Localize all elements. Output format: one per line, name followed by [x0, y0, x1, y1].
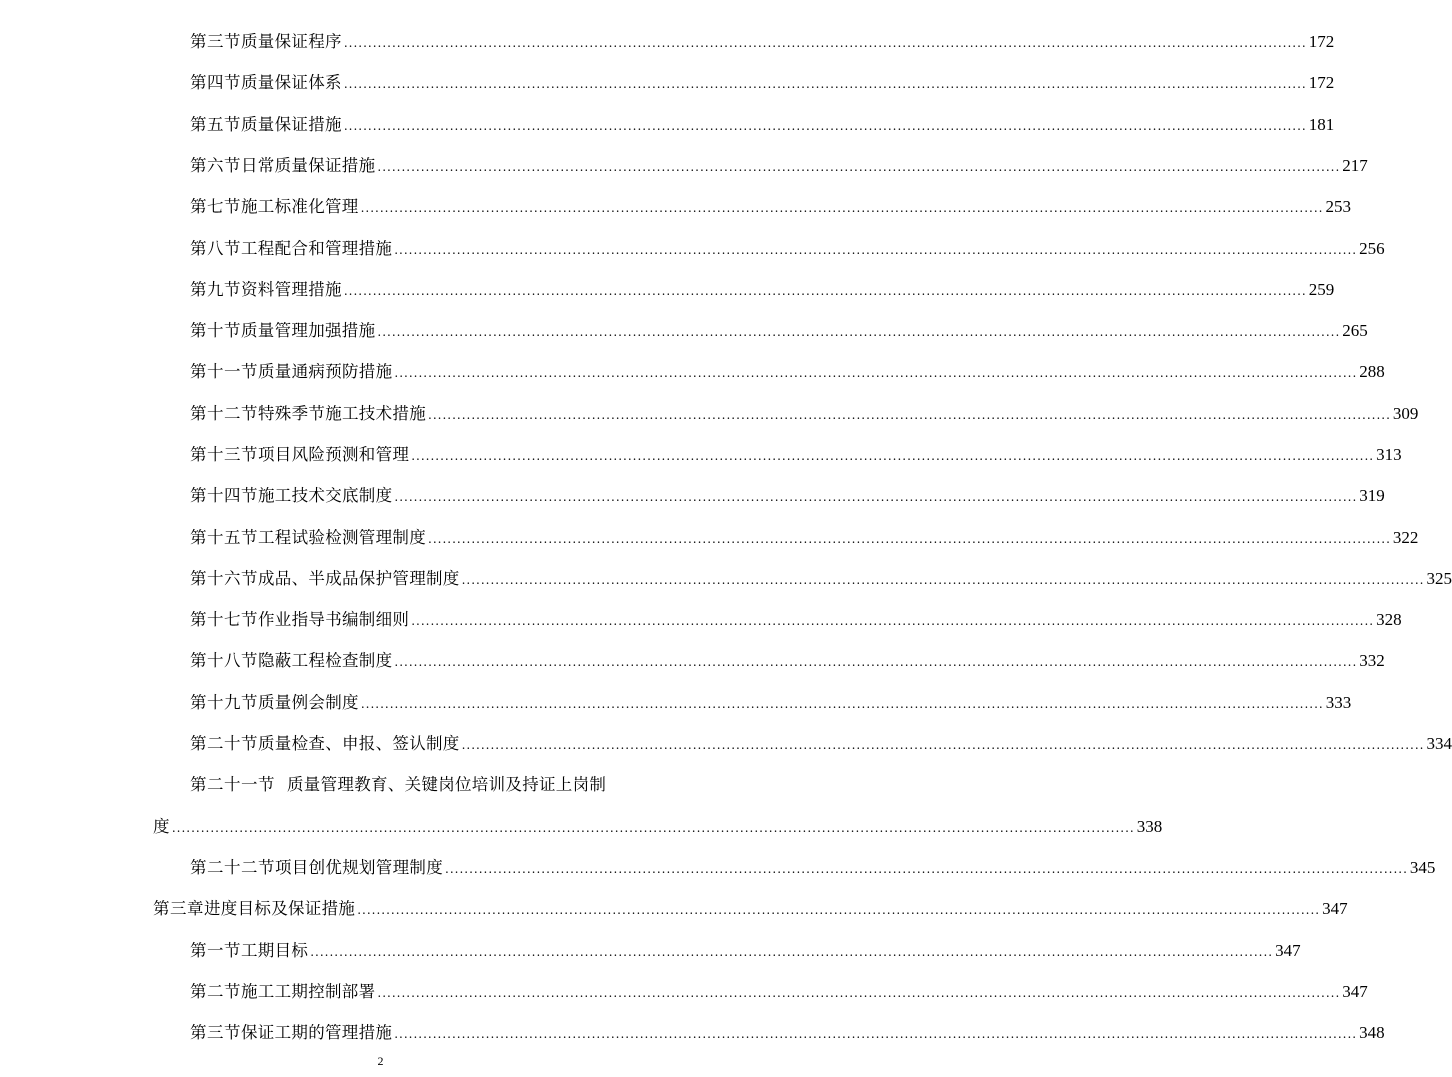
toc-title: 质量管理教育、关键岗位培训及持证上岗制 — [287, 775, 607, 794]
dot-leader: ........................................................................................................................................................................................................ — [343, 284, 1307, 298]
dot-leader: ........................................................................................................................................................................................................ — [394, 1027, 1358, 1041]
toc-entry[interactable] — [190, 402, 1419, 426]
toc-page-number: 259 — [1308, 280, 1335, 299]
toc-section-number: 第二十节 — [190, 734, 258, 753]
toc-section-number: 第五节 — [190, 115, 241, 134]
toc-entry[interactable] — [190, 154, 1368, 178]
toc-entry[interactable] — [190, 360, 1385, 384]
toc-entry[interactable] — [190, 71, 1335, 95]
toc-section-number: 第一节 — [190, 941, 241, 960]
toc-entry[interactable] — [153, 897, 1348, 921]
toc-title: 质量检查、申报、签认制度 — [258, 734, 460, 753]
toc-page-number: 172 — [1308, 32, 1335, 51]
toc-page-number: 333 — [1325, 693, 1352, 712]
toc-section-number: 第九节 — [190, 280, 241, 299]
toc-section-number: 第二十二节 — [190, 858, 275, 877]
toc-page-number: 181 — [1308, 115, 1335, 134]
toc-section-number: 第十八节 — [190, 651, 258, 670]
toc-title: 日常质量保证措施 — [241, 156, 376, 175]
dot-leader: ........................................................................................................................................................................................................ — [357, 903, 1321, 917]
toc-title: 度 — [153, 817, 170, 836]
dot-leader: ........................................................................................................................................................................................................ — [394, 490, 1358, 504]
dot-leader: ........................................................................................................................................................................................................ — [394, 366, 1358, 380]
toc-entry[interactable] — [190, 30, 1335, 54]
toc-section-number: 第十五节 — [190, 528, 258, 547]
toc-section-number: 第四节 — [190, 73, 241, 92]
toc-section-number: 第十一节 — [190, 362, 258, 381]
toc-entry[interactable] — [190, 319, 1368, 343]
toc-title: 项目创优规划管理制度 — [275, 858, 443, 877]
toc-title: 特殊季节施工技术措施 — [258, 404, 426, 423]
toc-page-number: 334 — [1426, 734, 1452, 753]
toc-entry[interactable] — [190, 567, 1452, 591]
toc-title: 资料管理措施 — [241, 280, 342, 299]
dot-leader: ........................................................................................................................................................................................................ — [428, 532, 1391, 546]
dot-leader: ........................................................................................................................................................................................................ — [394, 655, 1358, 669]
toc-page-number: 217 — [1342, 156, 1368, 175]
toc-page-number: 328 — [1376, 610, 1402, 629]
toc-page-number: 265 — [1342, 321, 1368, 340]
toc-section-number: 第八节 — [190, 239, 241, 258]
toc-page-number: 256 — [1359, 239, 1385, 258]
dot-leader: ........................................................................................................................................................................................................ — [377, 325, 1341, 339]
toc-page-number: 309 — [1392, 404, 1419, 423]
toc-title: 质量保证体系 — [241, 73, 342, 92]
toc-section-number: 第十四节 — [190, 486, 258, 505]
toc-entry[interactable] — [190, 856, 1436, 880]
toc-section-number: 第二节 — [190, 982, 241, 1001]
toc-entry[interactable] — [190, 278, 1335, 302]
toc-title: 质量保证程序 — [241, 32, 342, 51]
dot-leader: ........................................................................................................................................................................................................ — [411, 614, 1375, 628]
toc-entry[interactable] — [153, 815, 1163, 839]
toc-entry[interactable] — [190, 1021, 1385, 1045]
toc-section-number: 第十三节 — [190, 445, 258, 464]
toc-entry[interactable] — [190, 732, 1452, 756]
toc-page-number: 322 — [1392, 528, 1419, 547]
toc-title: 保证工期的管理措施 — [241, 1023, 393, 1042]
toc-page-number: 319 — [1359, 486, 1385, 505]
dot-leader: ........................................................................................................................................................................................................ — [445, 862, 1408, 876]
toc-page-number: 253 — [1325, 197, 1351, 216]
toc-entry[interactable] — [190, 526, 1419, 550]
toc-section-number: 第六节 — [190, 156, 241, 175]
toc-title: 施工工期控制部署 — [241, 982, 376, 1001]
toc-title: 工程配合和管理措施 — [241, 239, 393, 258]
toc-entry[interactable] — [190, 237, 1385, 261]
dot-leader: ........................................................................................................................................................................................................ — [377, 986, 1341, 1000]
toc-entry[interactable] — [190, 195, 1351, 219]
toc-section-number: 第三节 — [190, 32, 241, 51]
toc-section-number: 第三节 — [190, 1023, 241, 1042]
toc-entry[interactable] — [190, 773, 606, 797]
toc-entry[interactable] — [190, 649, 1385, 673]
toc-page-number: 338 — [1136, 817, 1163, 836]
toc-title: 质量例会制度 — [258, 693, 359, 712]
toc-section-number: 第十节 — [190, 321, 241, 340]
toc-section-number: 第七节 — [190, 197, 241, 216]
dot-leader: ........................................................................................................................................................................................................ — [360, 697, 1324, 711]
toc-title: 工期目标 — [241, 941, 309, 960]
toc-entry[interactable] — [190, 443, 1402, 467]
toc-title: 质量通病预防措施 — [258, 362, 393, 381]
toc-page-number: 288 — [1359, 362, 1385, 381]
toc-section-number: 第三章 — [153, 899, 204, 918]
toc-title: 隐蔽工程检查制度 — [258, 651, 393, 670]
dot-leader: ........................................................................................................................................................................................................ — [461, 738, 1425, 752]
toc-section-number: 第十七节 — [190, 610, 258, 629]
toc-title: 作业指导书编制细则 — [258, 610, 410, 629]
toc-title: 成品、半成品保护管理制度 — [258, 569, 460, 588]
toc-title: 项目风险预测和管理 — [258, 445, 410, 464]
toc-page-number: 347 — [1342, 982, 1368, 1001]
dot-leader: ........................................................................................................................................................................................................ — [343, 77, 1307, 91]
toc-entry[interactable] — [190, 939, 1301, 963]
toc-page-number: 347 — [1322, 899, 1348, 918]
dot-leader: ........................................................................................................................................................................................................ — [377, 160, 1341, 174]
toc-page-number: 172 — [1308, 73, 1335, 92]
dot-leader: ........................................................................................................................................................................................................ — [461, 573, 1425, 587]
toc-title: 施工标准化管理 — [241, 197, 359, 216]
toc-page-number: 347 — [1275, 941, 1301, 960]
toc-page-number: 325 — [1426, 569, 1452, 588]
dot-leader: ........................................................................................................................................................................................................ — [343, 119, 1307, 133]
toc-page-number: 313 — [1376, 445, 1402, 464]
toc-entry[interactable] — [190, 608, 1402, 632]
dot-leader: ........................................................................................................................................................................................................ — [428, 408, 1391, 422]
dot-leader: ........................................................................................................................................................................................................ — [171, 821, 1135, 835]
toc-section-number: 第十二节 — [190, 404, 258, 423]
page-number: 2 — [377, 1054, 384, 1068]
toc-title: 施工技术交底制度 — [258, 486, 393, 505]
dot-leader: ........................................................................................................................................................................................................ — [343, 36, 1307, 50]
toc-title: 质量管理加强措施 — [241, 321, 376, 340]
toc-entry[interactable] — [190, 980, 1368, 1004]
toc-entry[interactable] — [190, 691, 1352, 715]
dot-leader: ........................................................................................................................................................................................................ — [360, 201, 1324, 215]
dot-leader: ........................................................................................................................................................................................................ — [394, 243, 1358, 257]
toc-title: 工程试验检测管理制度 — [258, 528, 426, 547]
toc-page-number: 345 — [1409, 858, 1436, 877]
toc-entry[interactable] — [190, 484, 1385, 508]
toc-page-number: 348 — [1359, 1023, 1385, 1042]
toc-entry[interactable] — [190, 113, 1335, 137]
dot-leader: ........................................................................................................................................................................................................ — [411, 449, 1375, 463]
toc-section-number: 第十九节 — [190, 693, 258, 712]
toc-title: 进度目标及保证措施 — [204, 899, 356, 918]
dot-leader: ........................................................................................................................................................................................................ — [310, 945, 1274, 959]
toc-page-number: 332 — [1359, 651, 1385, 670]
toc-section-number: 第二十一节 — [190, 775, 275, 794]
toc-section-number: 第十六节 — [190, 569, 258, 588]
toc-title: 质量保证措施 — [241, 115, 342, 134]
